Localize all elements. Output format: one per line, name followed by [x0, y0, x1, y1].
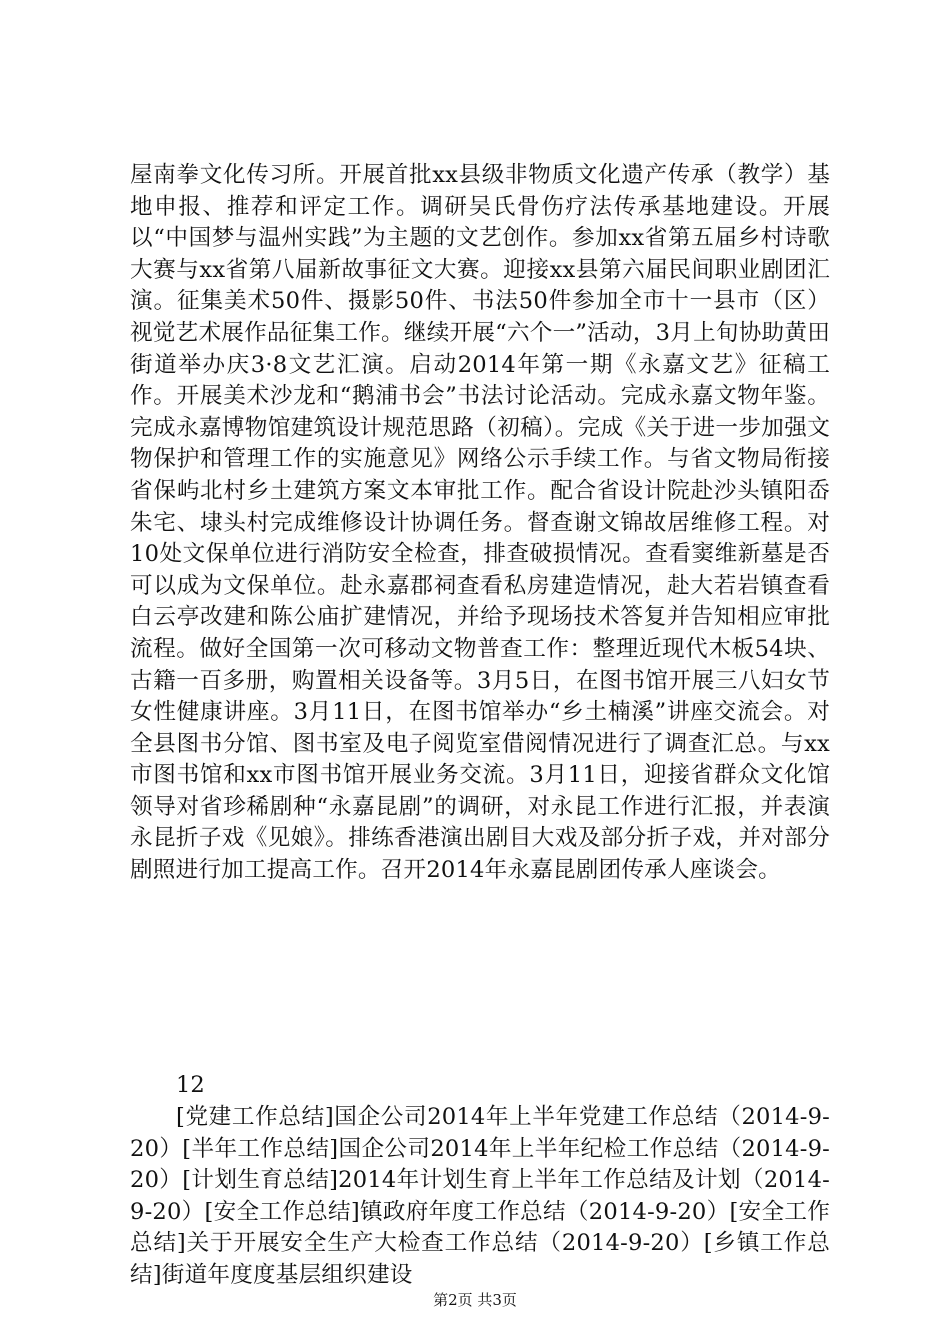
- related-articles-paragraph: [党建工作总结]国企公司2014年上半年党建工作总结（2014-9-20）[半年工作总结]国企公司2014年上半年纪检工作总结（2014-9-20）[计划生育总结]2014年计划生育上半年工作总结及计划（2014-9-20）[安全工作总结]镇政府年度工作总结（2014-9-20）[安全工作总结]关于开展安全生产大检查工作总结（2014-9-20）[乡镇工作总结]街道年度度基层组织建设: [130, 1104, 830, 1288]
- page-footer: 第2页 共3页: [433, 1291, 517, 1309]
- body-paragraph: 屋南拳文化传习所。开展首批xx县级非物质文化遗产传承（教学）基地申报、推荐和评定工作。调研吴氏骨伤疗法传承基地建设。开展以“中国梦与温州实践”为主题的文艺创作。参加xx省第五届乡村诗歌大赛与xx省第八届新故事征文大赛。迎接xx县第六届民间职业剧团汇演。征集美术50件、摄影50件、书法50件参加全市十一县市（区）视觉艺术展作品征集工作。继续开展“六个一”活动，3月上旬协助黄田街道举办庆3·8文艺汇演。启动2014年第一期《永嘉文艺》征稿工作。开展美术沙龙和“鹅浦书会”书法讨论活动。完成永嘉文物年鉴。完成永嘉博物馆建筑设计规范思路（初稿）。完成《关于进一步加强文物保护和管理工作的实施意见》网络公示手续工作。与省文物局衔接省保屿北村乡土建筑方案文本审批工作。配合省设计院赴沙头镇阳岙朱宅、埭头村完成维修设计协调任务。督查谢文锦故居维修工程。对10处文保单位进行消防安全检查，排查破损情况。查看窦维新墓是否可以成为文保单位。赴永嘉郡祠查看私房建造情况，赴大若岩镇查看白云亭改建和陈公庙扩建情况，并给予现场技术答复并告知相应审批流程。做好全国第一次可移动文物普查工作：整理近现代木板54块、古籍一百多册，购置相关设备等。3月5日，在图书馆开展三八妇女节女性健康讲座。3月11日，在图书馆举办“乡土楠溪”讲座交流会。对全县图书分馆、图书室及电子阅览室借阅情况进行了调查汇总。与xx市图书馆和xx市图书馆开展业务交流。3月11日，迎接省群众文化馆领导对省珍稀剧种“永嘉昆剧”的调研，对永昆工作进行汇报，并表演永昆折子戏《见娘》。排练香港演出剧目大戏及部分折子戏，并对部分剧照进行加工提高工作。召开2014年永嘉昆剧团传承人座谈会。: [130, 162, 830, 884]
- inline-page-marker: 12: [176, 1072, 205, 1098]
